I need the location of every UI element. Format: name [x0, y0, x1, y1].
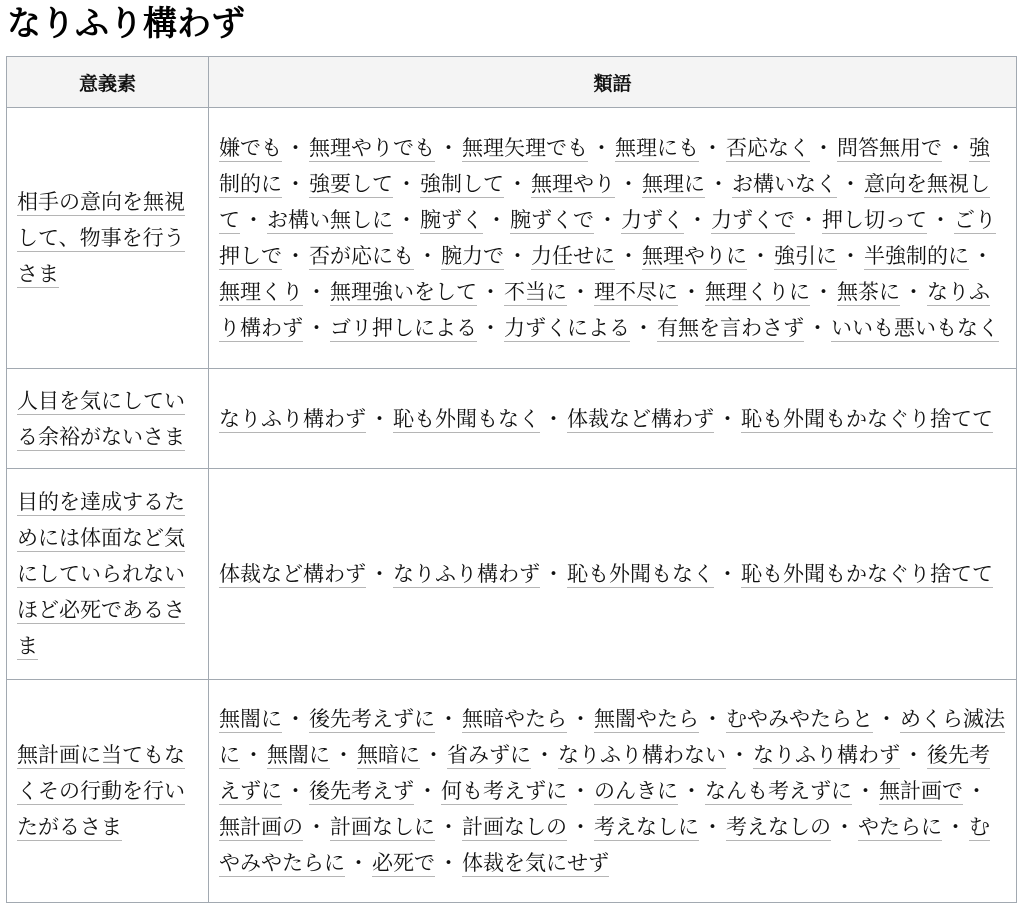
synonym-cell [209, 369, 1017, 469]
synonym-link[interactable]: 押し切って [822, 208, 927, 232]
table-header-row [7, 57, 1017, 108]
synonym-link[interactable]: 半強制的に [864, 244, 969, 268]
synonym-link[interactable]: むやみやたらに [219, 815, 990, 875]
synonym-link[interactable]: 不当に [504, 280, 567, 304]
separator-dot: ・ [348, 851, 369, 875]
synonym-link[interactable]: のんきに [594, 779, 678, 803]
synonym-link[interactable]: 省みずに [447, 743, 531, 767]
separator-dot: ・ [633, 316, 654, 340]
synonym-link[interactable]: 無理強いをして [330, 280, 477, 304]
separator-dot: ・ [369, 406, 390, 431]
synonym-link[interactable]: 無茶に [837, 280, 900, 304]
synonym-link[interactable]: 強要して [309, 172, 393, 196]
separator-dot: ・ [903, 280, 924, 304]
synonym-link[interactable]: 否応なく [726, 136, 810, 160]
separator-dot: ・ [966, 779, 987, 803]
synonym-link[interactable]: 無闇に [219, 707, 282, 731]
thesaurus-table [6, 56, 1017, 903]
synonym-link[interactable]: いいも悪いもなく [831, 316, 999, 340]
synonym-link[interactable]: 体裁など構わず [219, 562, 366, 586]
separator-dot: ・ [618, 244, 639, 268]
synonym-link[interactable]: 無理矢理でも [462, 136, 588, 160]
separator-dot: ・ [708, 172, 729, 196]
separator-dot: ・ [681, 280, 702, 304]
header-synonyms: 類語 [209, 57, 1017, 108]
separator-dot: ・ [903, 743, 924, 767]
synonym-link[interactable]: 無闇に [267, 743, 330, 767]
synonym-link[interactable]: 恥も外聞もなく [567, 562, 714, 586]
separator-dot: ・ [243, 208, 264, 232]
separator-dot: ・ [480, 280, 501, 304]
synonym-link[interactable]: ゴリ押しによる [330, 316, 477, 340]
synonym-link[interactable]: 無暗に [357, 743, 420, 767]
synonym-link[interactable]: 後先考えずに [309, 707, 435, 731]
separator-dot: ・ [417, 244, 438, 268]
separator-dot: ・ [285, 707, 306, 731]
separator-dot: ・ [717, 406, 738, 431]
synonym-link[interactable]: 問答無用で [837, 136, 942, 160]
separator-dot: ・ [840, 244, 861, 268]
separator-dot: ・ [243, 743, 264, 767]
synonym-link[interactable]: なりふり構わず [219, 280, 990, 340]
separator-dot: ・ [876, 707, 897, 731]
synonym-link[interactable]: 無計画の [219, 815, 303, 839]
separator-dot: ・ [840, 172, 861, 196]
separator-dot: ・ [945, 815, 966, 839]
separator-dot: ・ [729, 743, 750, 767]
separator-dot: ・ [813, 280, 834, 304]
separator-dot: ・ [438, 815, 459, 839]
separator-dot: ・ [486, 208, 507, 232]
synonym-cell [209, 469, 1017, 680]
synonym-link[interactable]: 計画なしの [462, 815, 567, 839]
synonym-link[interactable]: 理不尽に [594, 280, 678, 304]
synonym-link[interactable]: なりふり構わない [558, 743, 726, 767]
separator-dot: ・ [417, 779, 438, 803]
synonym-link[interactable]: 恥も外聞もかなぐり捨てて [741, 562, 993, 586]
synonym-link[interactable]: 力ずく [621, 208, 684, 232]
synonym-link[interactable]: 考えなしの [726, 815, 831, 839]
synonym-cell [209, 680, 1017, 903]
synonym-link[interactable]: お構い無しに [267, 208, 393, 232]
separator-dot: ・ [591, 136, 612, 160]
synonym-link[interactable]: なりふり構わず [393, 562, 540, 586]
sense-text: 無計画に当てもなくその行動を行いたがるさま [17, 743, 185, 839]
synonym-link[interactable]: 考えなしに [594, 815, 699, 839]
separator-dot: ・ [681, 779, 702, 803]
separator-dot: ・ [543, 406, 564, 431]
separator-dot: ・ [507, 172, 528, 196]
synonym-link[interactable]: むやみやたらと [726, 707, 873, 731]
separator-dot: ・ [507, 244, 528, 268]
synonym-link[interactable]: 無暗やたら [462, 707, 567, 731]
separator-dot: ・ [570, 707, 591, 731]
separator-dot: ・ [702, 707, 723, 731]
separator-dot: ・ [396, 172, 417, 196]
separator-dot: ・ [807, 316, 828, 340]
separator-dot: ・ [687, 208, 708, 232]
table-row [7, 108, 1017, 369]
synonym-link[interactable]: 無闇やたら [594, 707, 699, 731]
separator-dot: ・ [423, 743, 444, 767]
synonym-link[interactable]: 無理やりでも [309, 136, 435, 160]
separator-dot: ・ [717, 562, 738, 586]
separator-dot: ・ [570, 280, 591, 304]
synonym-link[interactable]: 無理にも [615, 136, 699, 160]
separator-dot: ・ [306, 280, 327, 304]
synonym-link[interactable]: 恥も外聞もかなぐり捨てて [741, 406, 993, 431]
separator-dot: ・ [306, 316, 327, 340]
sense-cell [7, 108, 209, 369]
sense-cell [7, 369, 209, 469]
synonym-link[interactable]: なんも考えずに [705, 779, 852, 803]
synonym-link[interactable]: 嫌でも [219, 136, 282, 160]
table-row [7, 369, 1017, 469]
synonym-link[interactable]: 意向を無視して [219, 172, 990, 232]
header-sense: 意義素 [7, 57, 209, 108]
synonym-link[interactable]: 無理くりに [705, 280, 810, 304]
synonym-link[interactable]: 力ずくで [711, 208, 795, 232]
synonym-link[interactable]: 無理に [642, 172, 705, 196]
separator-dot: ・ [702, 815, 723, 839]
synonym-link[interactable]: 後先考えずに [219, 743, 990, 803]
separator-dot: ・ [798, 208, 819, 232]
separator-dot: ・ [618, 172, 639, 196]
separator-dot: ・ [285, 244, 306, 268]
synonym-list [219, 401, 1006, 437]
separator-dot: ・ [285, 136, 306, 160]
synonym-link[interactable]: 無理やりに [642, 244, 747, 268]
separator-dot: ・ [438, 136, 459, 160]
table-row [7, 469, 1017, 680]
separator-dot: ・ [333, 743, 354, 767]
sense-cell [7, 680, 209, 903]
separator-dot: ・ [702, 136, 723, 160]
sense-text: 相手の意向を無視して、物事を行うさま [17, 190, 185, 286]
separator-dot: ・ [480, 316, 501, 340]
separator-dot: ・ [813, 136, 834, 160]
synonym-link[interactable]: 体裁など構わず [567, 406, 714, 431]
synonym-link[interactable]: 強制的に [219, 136, 990, 196]
synonym-link[interactable]: 強引に [774, 244, 837, 268]
synonym-link[interactable]: 否が応にも [309, 244, 414, 268]
synonym-link[interactable]: 腕ずくで [510, 208, 594, 232]
separator-dot: ・ [543, 562, 564, 586]
separator-dot: ・ [306, 815, 327, 839]
synonym-link[interactable]: お構いなく [732, 172, 837, 196]
sense-cell [7, 469, 209, 680]
synonym-link[interactable]: 強制して [420, 172, 504, 196]
separator-dot: ・ [834, 815, 855, 839]
separator-dot: ・ [285, 172, 306, 196]
separator-dot: ・ [438, 707, 459, 731]
separator-dot: ・ [972, 244, 993, 268]
synonym-link[interactable]: やたらに [858, 815, 942, 839]
synonym-link[interactable]: 必死で [372, 851, 435, 875]
separator-dot: ・ [369, 562, 390, 586]
separator-dot: ・ [396, 208, 417, 232]
synonym-cell [209, 108, 1017, 369]
synonym-link[interactable]: 何も考えずに [441, 779, 567, 803]
separator-dot: ・ [855, 779, 876, 803]
synonym-link[interactable]: 力任せに [531, 244, 615, 268]
separator-dot: ・ [930, 208, 951, 232]
synonym-link[interactable]: 無理やり [531, 172, 615, 196]
synonym-link[interactable]: 力ずくによる [504, 316, 630, 340]
separator-dot: ・ [597, 208, 618, 232]
synonym-link[interactable]: なりふり構わず [753, 743, 900, 767]
sense-text: 人目を気にしている余裕がないさま [17, 388, 185, 449]
synonym-link[interactable]: 後先考えず [309, 779, 414, 803]
synonym-list [219, 556, 1006, 592]
synonym-link[interactable]: 腕力で [441, 244, 504, 268]
synonym-link[interactable]: 無理くり [219, 280, 303, 304]
separator-dot: ・ [285, 779, 306, 803]
separator-dot: ・ [534, 743, 555, 767]
synonym-link[interactable]: なりふり構わず [219, 406, 366, 431]
sense-text: 目的を達成するためには体面など気にしていられないほど必死であるさま [17, 490, 185, 658]
synonym-link[interactable]: ごり押しで [219, 208, 996, 268]
synonym-link[interactable]: めくら滅法に [219, 707, 1005, 767]
synonym-link[interactable]: 体裁を気にせず [462, 851, 609, 875]
separator-dot: ・ [438, 851, 459, 875]
synonym-list [219, 130, 1006, 346]
synonym-link[interactable]: 有無を言わさず [657, 316, 804, 340]
separator-dot: ・ [570, 779, 591, 803]
synonym-link[interactable]: 計画なしに [330, 815, 435, 839]
separator-dot: ・ [570, 815, 591, 839]
table-row [7, 680, 1017, 903]
synonym-link[interactable]: 腕ずく [420, 208, 483, 232]
separator-dot: ・ [750, 244, 771, 268]
separator-dot: ・ [945, 136, 966, 160]
synonym-link[interactable]: 無計画で [879, 779, 963, 803]
page-title: なりふり構わず [7, 4, 245, 44]
synonym-link[interactable]: 恥も外聞もなく [393, 406, 540, 431]
synonym-list [219, 701, 1006, 881]
